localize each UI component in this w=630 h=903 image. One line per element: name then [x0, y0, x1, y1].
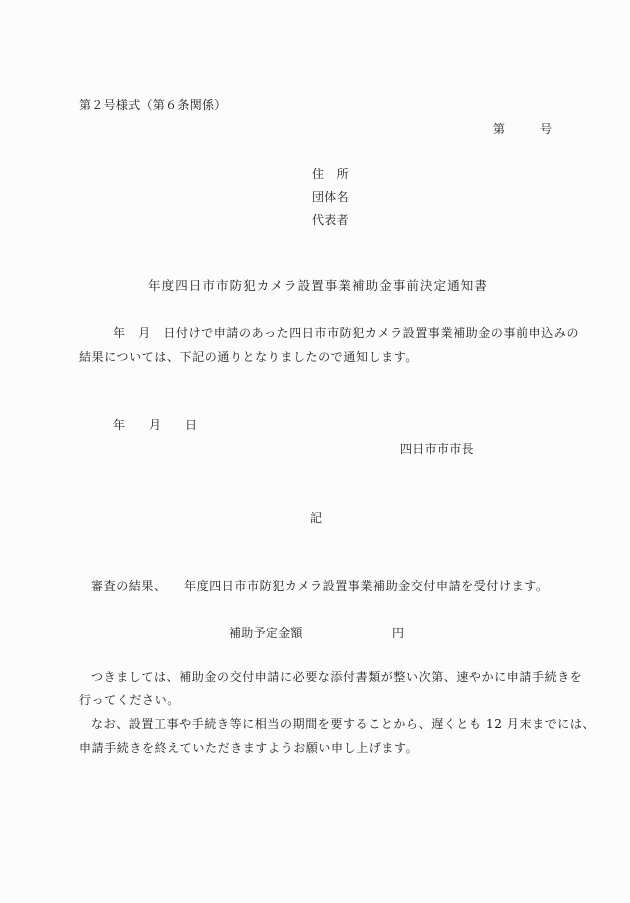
- amount-unit: 円: [392, 626, 405, 640]
- ki-heading: 記: [310, 511, 323, 525]
- representative-label: 代表者: [312, 213, 349, 227]
- document-title: 年度四日市市防犯カメラ設置事業補助金事前決定通知書: [148, 278, 489, 293]
- date-year: 年: [113, 418, 126, 432]
- address-label: 住 所: [312, 167, 349, 181]
- intro-line-2: 結果については、下記の通りとなりましたので通知します。: [79, 350, 419, 364]
- closing-p1-line-2: 行ってください。: [79, 693, 180, 707]
- closing-p1-line-1: つきましては、補助金の交付申請に必要な添付書類が整い次第、速やかに申請手続きを: [91, 670, 583, 684]
- issuer: 四日市市市長: [400, 442, 474, 456]
- amount-label: 補助予定金額: [229, 626, 303, 640]
- doc-number-prefix: 第: [493, 122, 506, 136]
- closing-p2-line-2: 申請手続きを終えていただきますようお願い申し上げます。: [79, 741, 419, 755]
- result-text: 年度四日市市防犯カメラ設置事業補助金交付申請を受付けます。: [184, 579, 549, 593]
- organization-label: 団体名: [312, 190, 349, 204]
- closing-p2-line-1: なお、設置工事や手続き等に相当の期間を要することから、遅くとも 12 月末までには、: [91, 717, 596, 731]
- intro-line-1: 年 月 日付けで申請のあった四日市市防犯カメラ設置事業補助金の事前申込みの: [113, 326, 580, 340]
- doc-number-suffix: 号: [540, 122, 553, 136]
- date-day: 日: [185, 418, 198, 432]
- form-number: 第２号様式（第６条関係）: [79, 98, 227, 112]
- date-month: 月: [149, 418, 162, 432]
- result-prefix: 審査の結果、: [91, 579, 167, 593]
